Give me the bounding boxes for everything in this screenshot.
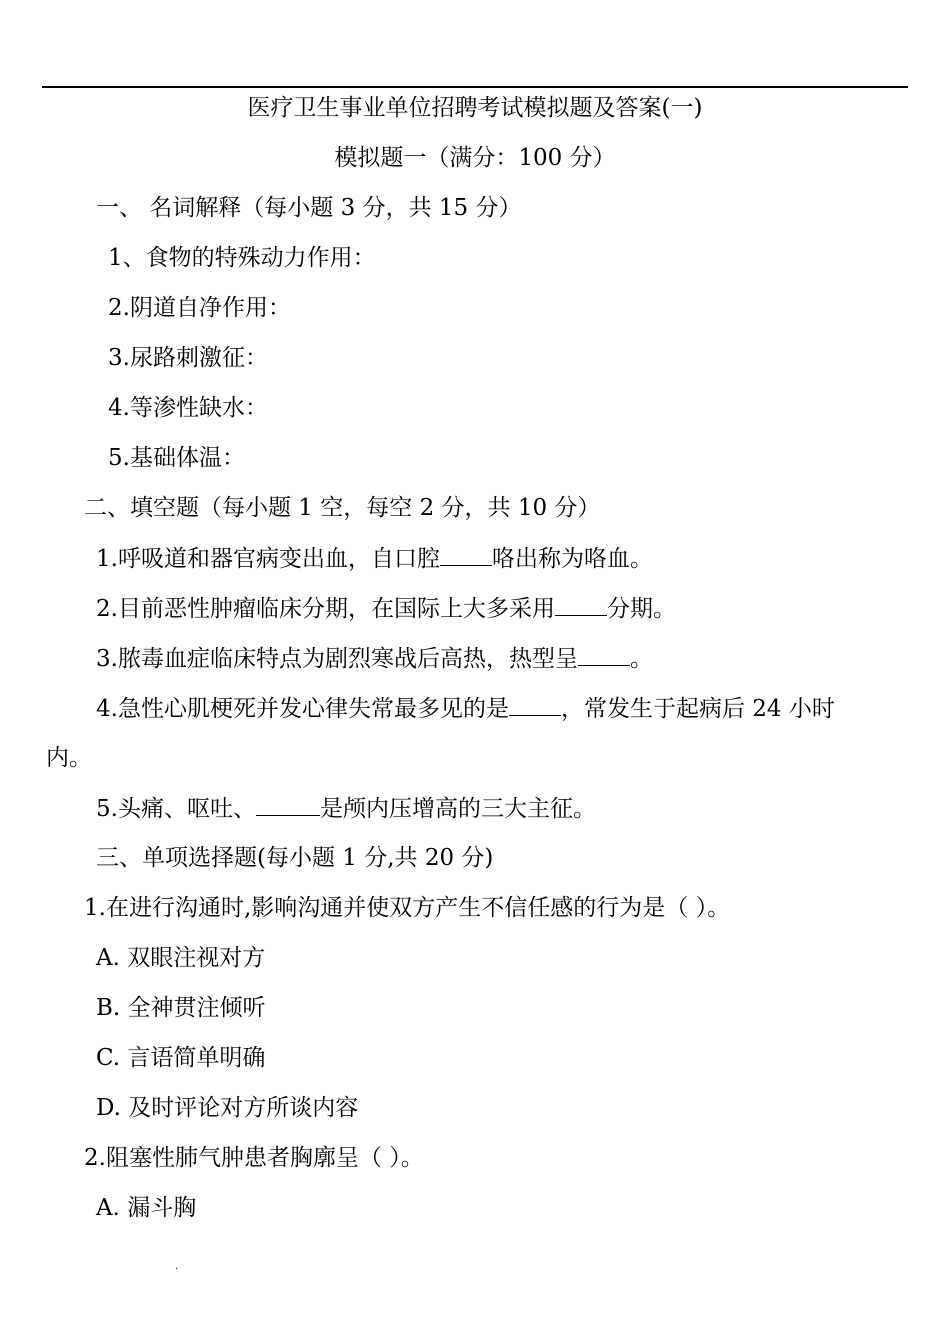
question-text: 咯出称为咯血。 bbox=[491, 546, 653, 572]
answer-blank bbox=[256, 793, 320, 816]
question-text: 5.头痛、呕吐、 bbox=[96, 796, 256, 822]
fill-question-4 bbox=[96, 693, 835, 724]
footer-mark: . bbox=[175, 1261, 179, 1272]
answer-blank bbox=[555, 593, 607, 616]
section-3-heading: 三、单项选择题(每小题 1 分,共 20 分) bbox=[96, 845, 494, 871]
choice-option: B. 全神贯注倾听 bbox=[96, 995, 266, 1021]
document-title: 医疗卫生事业单位招聘考试模拟题及答案(一) bbox=[247, 95, 703, 121]
question-text: 1.呼吸道和器官病变出血，自口腔 bbox=[96, 546, 440, 572]
section-1-item: 2.阴道自净作用： bbox=[108, 295, 291, 321]
document-subtitle: 模拟题一（满分：100 分） bbox=[334, 145, 616, 171]
question-text: 。 bbox=[629, 646, 653, 672]
answer-blank bbox=[440, 543, 492, 566]
section-1-item: 1、食物的特殊动力作用： bbox=[108, 245, 376, 271]
answer-blank bbox=[578, 643, 630, 666]
section-1-heading: 一、 名词解释（每小题 3 分，共 15 分） bbox=[96, 195, 522, 221]
fill-question-5 bbox=[96, 793, 596, 824]
section-1-item: 3.尿路刺激征： bbox=[108, 345, 268, 371]
choice-option: A. 双眼注视对方 bbox=[96, 945, 266, 971]
question-text: 分期。 bbox=[606, 596, 676, 622]
choice-question-2-stem: 2.阻塞性肺气肿患者胸廓呈（ ）。 bbox=[84, 1145, 424, 1171]
question-text: 2.目前恶性肿瘤临床分期，在国际上大多采用 bbox=[96, 596, 555, 622]
fill-question-3 bbox=[96, 643, 653, 674]
question-text: 4.急性心肌梗死并发心律失常最多见的是 bbox=[96, 696, 509, 722]
answer-blank bbox=[509, 693, 561, 716]
fill-question-2 bbox=[96, 593, 676, 624]
fill-question-1 bbox=[96, 543, 653, 574]
section-1-item: 4.等渗性缺水： bbox=[108, 395, 268, 421]
header-rule bbox=[42, 86, 908, 88]
fill-question-4-continued: 内。 bbox=[46, 745, 92, 771]
question-text: 3.脓毒血症临床特点为剧烈寒战后高热，热型呈 bbox=[96, 646, 578, 672]
choice-option: C. 言语简单明确 bbox=[96, 1045, 266, 1071]
question-text: ，常发生于起病后 24 小时 bbox=[560, 696, 835, 722]
choice-option: D. 及时评论对方所谈内容 bbox=[96, 1095, 359, 1121]
choice-question-1-stem: 1.在进行沟通时,影响沟通并使双方产生不信任感的行为是（ ）。 bbox=[84, 895, 731, 921]
section-2-heading: 二、填空题（每小题 1 空，每空 2 分，共 10 分） bbox=[84, 495, 601, 521]
section-1-item: 5.基础体温： bbox=[108, 445, 245, 471]
choice-option: A. 漏斗胸 bbox=[96, 1195, 197, 1221]
question-text: 是颅内压增高的三大主征。 bbox=[319, 796, 596, 822]
